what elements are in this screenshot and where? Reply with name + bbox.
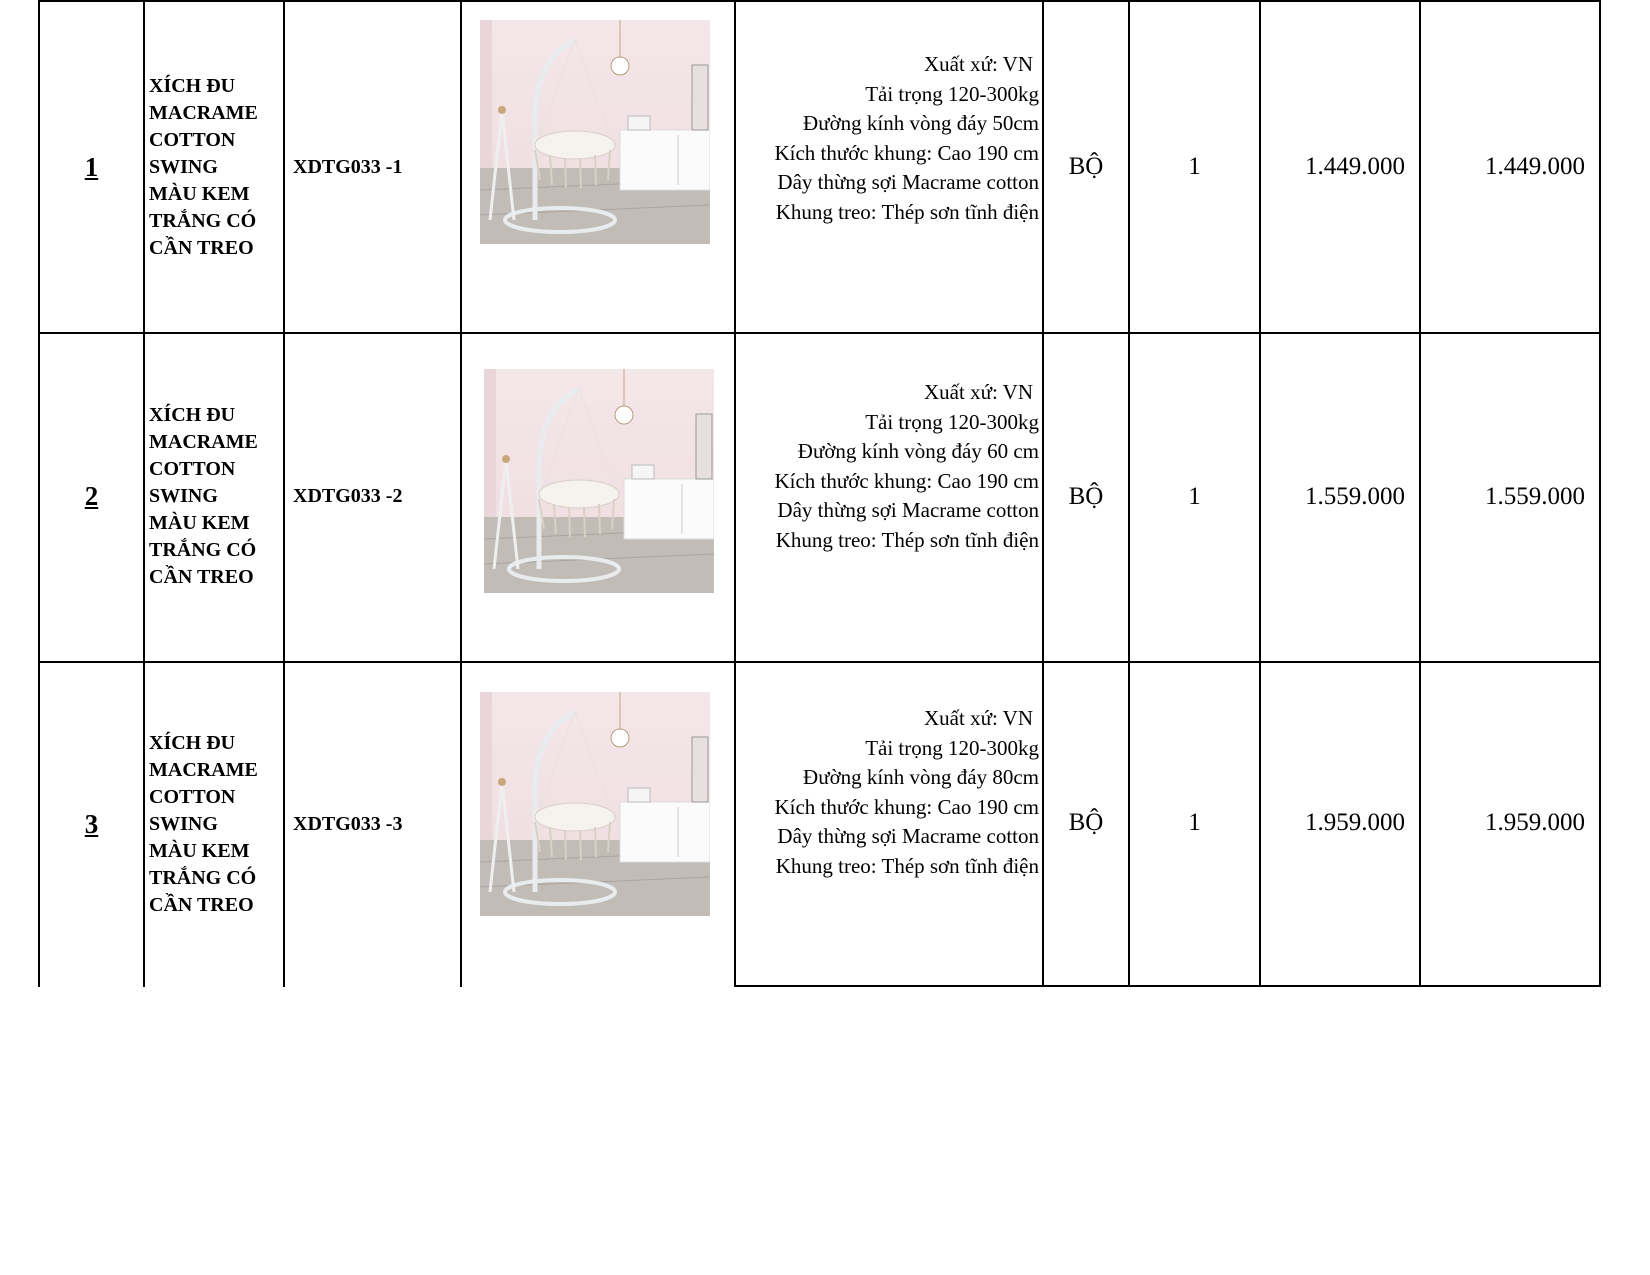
- desc-origin: Xuất xứ: VN: [924, 706, 1033, 730]
- unit: BỘ: [1042, 0, 1128, 334]
- product-image-cell: [460, 332, 734, 663]
- desc-rope: Dây thừng sợi Macrame cotton: [777, 498, 1039, 523]
- line-total: 1.449.000: [1419, 0, 1601, 334]
- unit: BỘ: [1042, 661, 1128, 987]
- desc-frame-size: Kích thước khung: Cao 190 cm: [774, 140, 1039, 165]
- unit-price: 1.449.000: [1259, 0, 1419, 334]
- unit-price: 1.559.000: [1259, 332, 1419, 663]
- desc-diameter: Đường kính vòng đáy 50cm: [803, 111, 1039, 136]
- row-number: 2: [38, 332, 143, 663]
- product-code: XDTG033 -3: [283, 661, 460, 987]
- desc-rope: Dây thừng sợi Macrame cotton: [777, 824, 1039, 849]
- hanging-swing-chair-photo-icon: [480, 20, 710, 244]
- desc-frame-material: Khung treo: Thép sơn tĩnh điện: [775, 199, 1039, 224]
- desc-load: Tải trọng 120-300kg: [865, 735, 1039, 760]
- hanging-swing-chair-photo-icon: [480, 692, 710, 916]
- line-total: 1.559.000: [1419, 332, 1601, 663]
- desc-frame-material: Khung treo: Thép sơn tĩnh điện: [775, 527, 1039, 552]
- desc-load: Tải trọng 120-300kg: [865, 81, 1039, 106]
- row-number: 1: [38, 0, 143, 334]
- hanging-swing-chair-photo-icon: [484, 369, 714, 593]
- product-name: XÍCH ĐU MACRAME COTTON SWING MÀU KEM TRẮNG CÓ CẦN TREO: [143, 332, 283, 663]
- row-number: 3: [38, 661, 143, 987]
- unit-price: 1.959.000: [1259, 661, 1419, 987]
- quantity: 1: [1128, 661, 1259, 987]
- product-image-cell: [460, 661, 734, 987]
- desc-frame-material: Khung treo: Thép sơn tĩnh điện: [775, 853, 1039, 878]
- product-code: XDTG033 -2: [283, 332, 460, 663]
- product-name: XÍCH ĐU MACRAME COTTON SWING MÀU KEM TRẮNG CÓ CẦN TREO: [143, 0, 283, 334]
- product-description: [734, 661, 1042, 987]
- desc-load: Tải trọng 120-300kg: [865, 409, 1039, 434]
- desc-diameter: Đường kính vòng đáy 60 cm: [797, 439, 1039, 464]
- table-row: [38, 332, 1615, 663]
- product-description: [734, 332, 1042, 663]
- product-code: XDTG033 -1: [283, 0, 460, 334]
- desc-frame-size: Kích thước khung: Cao 190 cm: [774, 468, 1039, 493]
- desc-origin: Xuất xứ: VN: [924, 52, 1033, 76]
- desc-frame-size: Kích thước khung: Cao 190 cm: [774, 794, 1039, 819]
- unit: BỘ: [1042, 332, 1128, 663]
- table-row: [38, 661, 1615, 987]
- desc-rope: Dây thừng sợi Macrame cotton: [777, 170, 1039, 195]
- line-total: 1.959.000: [1419, 661, 1601, 987]
- quantity: 1: [1128, 0, 1259, 334]
- quantity: 1: [1128, 332, 1259, 663]
- desc-diameter: Đường kính vòng đáy 80cm: [803, 765, 1039, 790]
- desc-origin: Xuất xứ: VN: [924, 380, 1033, 404]
- product-description: [734, 0, 1042, 334]
- product-image-cell: [460, 0, 734, 334]
- product-name: XÍCH ĐU MACRAME COTTON SWING MÀU KEM TRẮNG CÓ CẦN TREO: [143, 661, 283, 987]
- table-row: [38, 0, 1615, 334]
